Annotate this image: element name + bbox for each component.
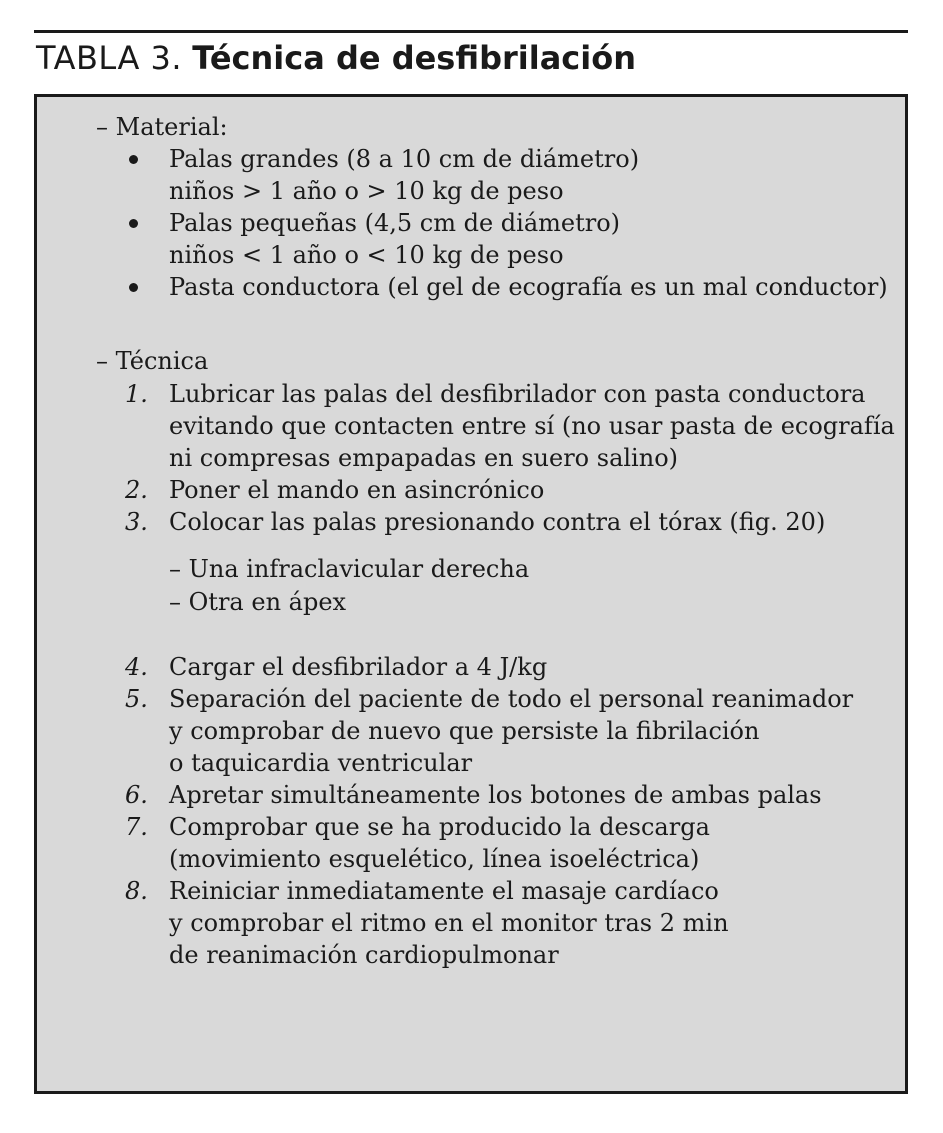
step-number: 7. [125,813,148,841]
step-line: Poner el mando en asincrónico [169,476,545,504]
bullet-icon [129,219,138,228]
step-number: 3. [125,508,148,536]
step-text [169,683,853,779]
step-line: Colocar las palas presionando contra el tórax (fig. 20) [169,508,826,536]
step-text [169,811,710,875]
table-heading: Técnica de desfibrilación [192,39,636,77]
bullet-icon [129,155,138,164]
material-item-line: Palas grandes (8 a 10 cm de diámetro) [169,145,640,173]
step-number: 5. [125,685,148,713]
step-line: Comprobar que se ha producido la descarga [169,813,710,841]
step-line: (movimiento esquelético, línea isoeléctrica) [169,845,700,873]
table-box [34,94,908,1094]
step-text [169,875,729,971]
step-text [169,474,544,506]
material-item-line: Pasta conductora (el gel de ecografía es un mal conductor) [169,273,888,301]
step-text [169,378,895,474]
step-number: 6. [125,781,148,809]
step-line: de reanimación cardiopulmonar [169,941,559,969]
step-line: Reiniciar inmediatamente el masaje cardíaco [169,877,719,905]
step-line: y comprobar el ritmo en el monitor tras 2 min [169,909,729,937]
step-text [169,506,825,538]
placement-item: – Una infraclavicular derecha [169,555,530,583]
step-number: 4. [125,653,148,681]
step-number: 1. [125,380,148,408]
step-line: Apretar simultáneamente los botones de ambas palas [169,781,822,809]
material-item-line: niños < 1 año o < 10 kg de peso [169,241,564,269]
step-line: Lubricar las palas del desfibrilador con pasta conductora [169,380,866,408]
table-number: TABLA 3. [36,39,183,77]
table-title [36,38,636,78]
section-label-tecnica: – Técnica [96,347,209,375]
material-item-line: Palas pequeñas (4,5 cm de diámetro) [169,209,621,237]
step-text [169,651,547,683]
step-line: Cargar el desfibrilador a 4 J/kg [169,653,548,681]
placement-item: – Otra en ápex [169,588,347,616]
material-item-text [169,207,620,271]
step-number: 2. [125,476,148,504]
step-line: o taquicardia ventricular [169,749,473,777]
step-line: evitando que contacten entre sí (no usar pasta de ecografía [169,412,895,440]
step-line: Separación del paciente de todo el personal reanimador [169,685,854,713]
step-text [169,779,822,811]
step-number: 8. [125,877,148,905]
step-line: y comprobar de nuevo que persiste la fibrilación [169,717,760,745]
top-rule [34,30,908,33]
material-item-text [169,143,639,207]
section-label-material: – Material: [96,113,228,141]
step-line: ni compresas empapadas en suero salino) [169,444,679,472]
material-item-text [169,271,888,303]
material-item-line: niños > 1 año o > 10 kg de peso [169,177,564,205]
bullet-icon [129,283,138,292]
